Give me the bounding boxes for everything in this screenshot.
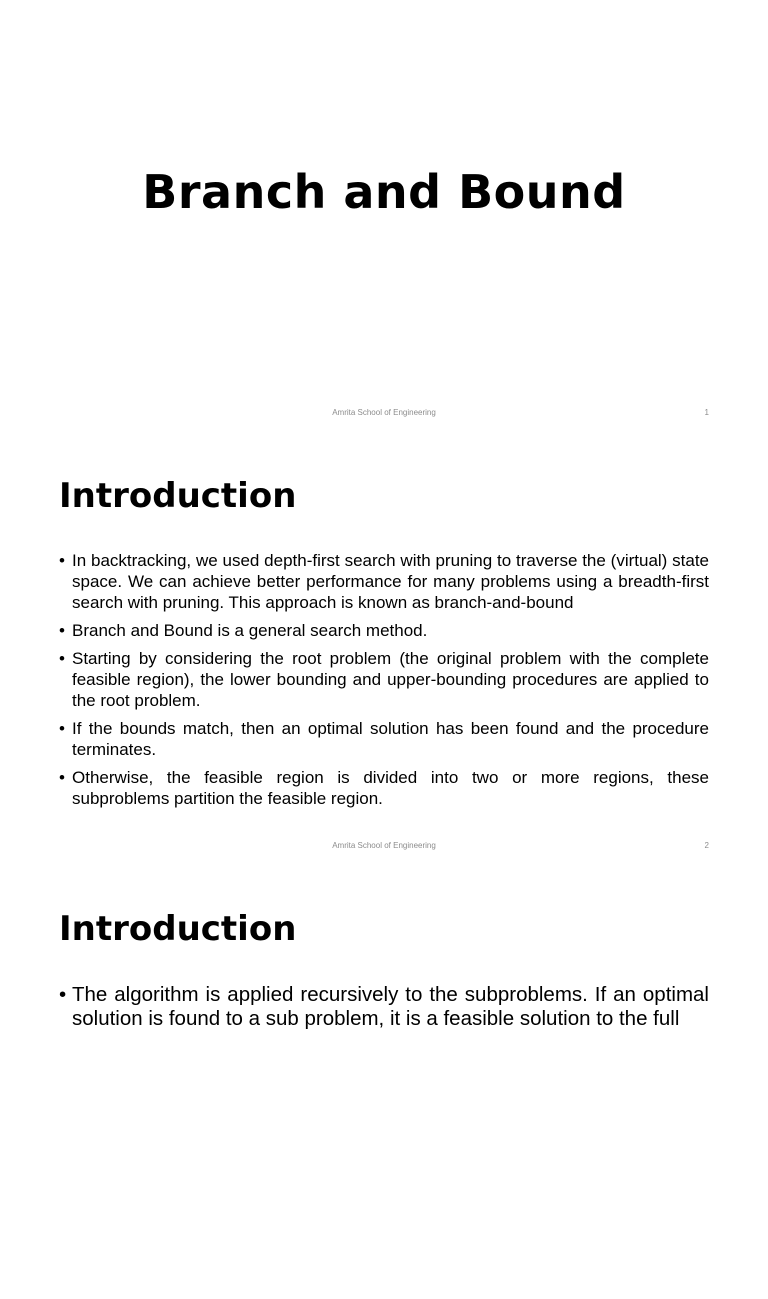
bullet-text: Branch and Bound is a general search method. bbox=[72, 621, 428, 640]
bullet-marker: • bbox=[59, 983, 67, 1006]
slide-footer: Amrita School of Engineering bbox=[332, 841, 436, 850]
bullet-marker: • bbox=[59, 649, 65, 668]
bullet-marker: • bbox=[59, 768, 65, 787]
slide-number: 2 bbox=[704, 841, 709, 850]
bullet-item bbox=[59, 550, 709, 613]
bullet-marker: • bbox=[59, 551, 65, 570]
bullet-text: The algorithm is applied recursively to the subproblems. If an optimal solution is found to a sub problem, it is a feasible solution to the full bbox=[72, 983, 709, 1030]
bullet-list bbox=[59, 550, 709, 816]
slide-footer: Amrita School of Engineering bbox=[332, 408, 436, 417]
slide-3 bbox=[0, 866, 768, 1299]
bullet-text: If the bounds match, then an optimal solution has been found and the procedure terminates. bbox=[72, 719, 709, 759]
bullet-item bbox=[59, 767, 709, 809]
slide-2 bbox=[0, 433, 768, 866]
bullet-marker: • bbox=[59, 719, 65, 738]
slide-title: Branch and Bound bbox=[142, 165, 626, 219]
bullet-text: In backtracking, we used depth-first search with pruning to traverse the (virtual) state space. We can achieve better performance for many problems using a breadth-first search with pruning. This approach is known as branch-and-bound bbox=[72, 551, 709, 612]
slide-1 bbox=[0, 0, 768, 433]
bullet-item bbox=[59, 718, 709, 760]
bullet-text: Otherwise, the feasible region is divided into two or more regions, these subproblems partition the feasible region. bbox=[72, 768, 709, 808]
bullet-marker: • bbox=[59, 621, 65, 640]
slide-heading: Introduction bbox=[59, 909, 297, 949]
bullet-text: Starting by considering the root problem (the original problem with the complete feasible region), the lower bounding and upper-bounding procedures are applied to the root problem. bbox=[72, 649, 709, 710]
bullet-item bbox=[59, 648, 709, 711]
slide-heading: Introduction bbox=[59, 476, 297, 516]
bullet-item bbox=[59, 620, 709, 641]
slide-number: 1 bbox=[704, 408, 709, 417]
